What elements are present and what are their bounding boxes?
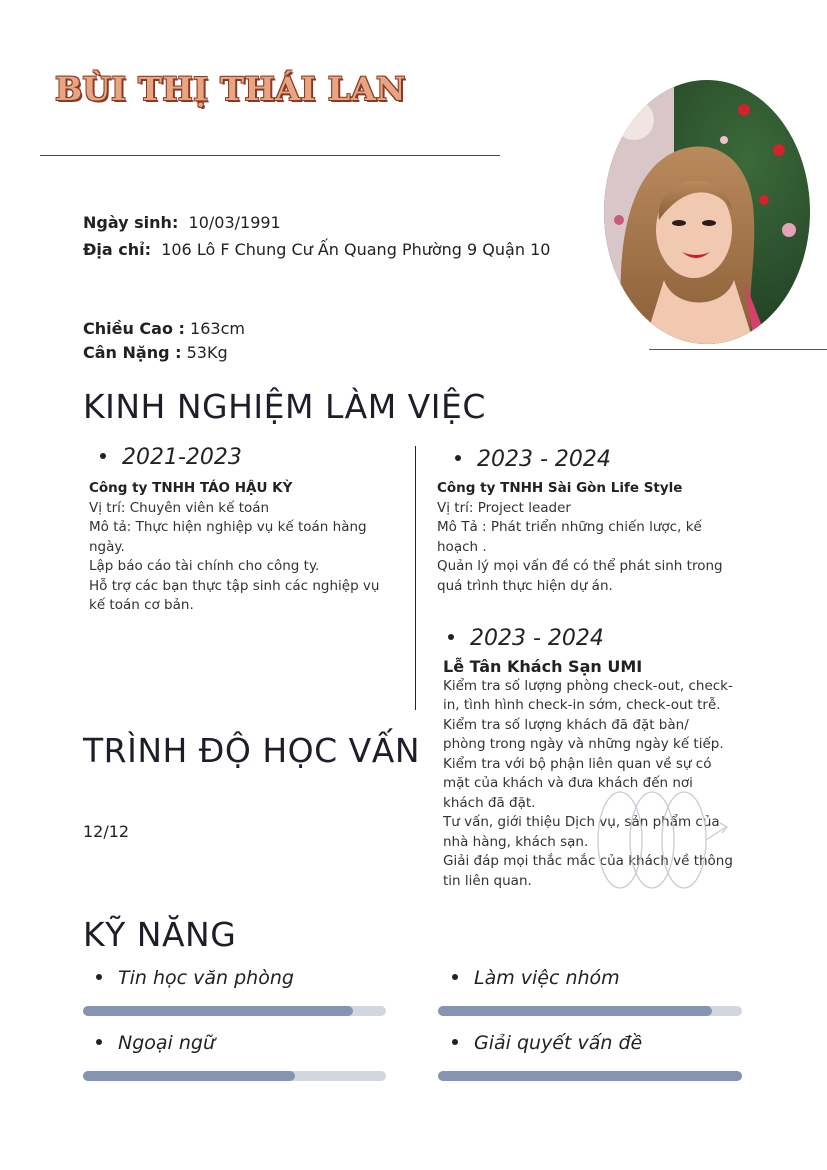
bullet-icon	[452, 974, 458, 980]
height-value: 163cm	[190, 319, 245, 338]
skills-title: KỸ NĂNG	[83, 915, 237, 954]
job-2-line: Quản lý mọi vấn đề có thể phát sinh trong quá trình thực hiện dự án.	[437, 558, 723, 594]
skill-4	[452, 1032, 642, 1054]
profile-photo-image	[604, 80, 810, 344]
experience-column-divider	[415, 446, 416, 710]
skill-2-bar-fill	[438, 1006, 712, 1016]
skill-3-bar-fill	[83, 1071, 295, 1081]
job-1-year: 2021-2023	[122, 445, 242, 470]
bullet-icon	[100, 453, 106, 459]
dob-row	[83, 213, 281, 232]
job-1-line: Vị trí: Chuyên viên kế toán	[89, 499, 270, 516]
job-3-line: Kiểm tra số lượng phòng check-out, check-in, tình hình check-in sớm, check-out trễ.	[443, 677, 733, 713]
job-2	[437, 479, 747, 596]
job-1-line: Mô tả: Thực hiện nghiệp vụ kế toán hàng ngày.	[89, 519, 367, 555]
address-value: 106 Lô F Chung Cư Ấn Quang Phường 9 Quận 10	[161, 240, 551, 259]
job-2-line: Vị trí: Project leader	[437, 499, 571, 516]
dob-value: 10/03/1991	[188, 213, 281, 232]
skill-1	[96, 967, 294, 989]
bullet-icon	[96, 1039, 102, 1045]
skill-3-bar	[83, 1071, 386, 1081]
job-1-year-row	[100, 445, 242, 470]
skill-1-bar	[83, 1006, 386, 1016]
experience-title: KINH NGHIỆM LÀM VIỆC	[83, 387, 486, 426]
skill-4-bar	[438, 1071, 742, 1081]
weight-label: Cân Nặng :	[83, 343, 182, 362]
skill-2	[452, 967, 620, 989]
dob-label: Ngày sinh:	[83, 213, 179, 232]
decorative-swirl-icon	[580, 785, 730, 895]
header-divider	[40, 155, 500, 156]
weight-row	[83, 343, 228, 362]
job-3-line: Kiểm tra với bộ phận liên quan về sự có mặt của khách và đưa khách đến nơi khách đã đặt.	[443, 755, 712, 811]
skill-1-label: Tin học văn phòng	[118, 967, 294, 989]
address-row	[83, 240, 550, 259]
education-level: 12/12	[83, 822, 130, 841]
weight-value: 53Kg	[186, 343, 228, 362]
skill-3	[96, 1032, 215, 1054]
job-2-company: Công ty TNHH Sài Gòn Life Style	[437, 480, 683, 496]
job-3-line: Tư vấn, giới thiệu Dịch vụ, sản phẩm của nhà hàng, khách sạn.	[443, 814, 720, 850]
skill-4-bar-fill	[438, 1071, 742, 1081]
job-2-year-row	[455, 447, 611, 472]
profile-photo	[604, 80, 810, 344]
candidate-name: BÙI THỊ THÁI LAN	[55, 70, 406, 108]
education-title: TRÌNH ĐỘ HỌC VẤN	[83, 731, 421, 770]
job-3-year: 2023 - 2024	[470, 626, 604, 651]
job-1-company: Công ty TNHH TÁO HẬU KỲ	[89, 480, 293, 496]
job-3-line: Giải đáp mọi thắc mắc của khách về thông tin liên quan.	[443, 853, 733, 889]
job-3-company: Lễ Tân Khách Sạn UMI	[443, 657, 643, 676]
skill-4-label: Giải quyết vấn đề	[474, 1032, 643, 1054]
skill-3-label: Ngoại ngữ	[118, 1032, 216, 1054]
job-3-year-row	[448, 626, 604, 651]
bullet-icon	[452, 1039, 458, 1045]
height-label: Chiều Cao :	[83, 319, 185, 338]
skill-2-bar	[438, 1006, 742, 1016]
bullet-icon	[96, 974, 102, 980]
address-label: Địa chỉ:	[83, 240, 152, 259]
bullet-icon	[448, 634, 454, 640]
job-2-line: Mô Tả : Phát triển những chiến lược, kế hoạch .	[437, 519, 702, 555]
job-1-line: Hỗ trợ các bạn thực tập sinh các nghiệp vụ kế toán cơ bản.	[89, 577, 380, 613]
skill-2-label: Làm việc nhóm	[474, 967, 620, 989]
skill-1-bar-fill	[83, 1006, 353, 1016]
job-1	[89, 479, 399, 616]
bullet-icon	[455, 455, 461, 461]
job-3-line: Kiểm tra số lượng khách đã đặt bàn/ phòng trong ngày và những ngày kế tiếp.	[443, 716, 724, 752]
photo-divider	[649, 349, 827, 350]
job-2-year: 2023 - 2024	[477, 447, 611, 472]
height-row	[83, 319, 245, 338]
job-1-line: Lập báo cáo tài chính cho công ty.	[89, 558, 320, 574]
